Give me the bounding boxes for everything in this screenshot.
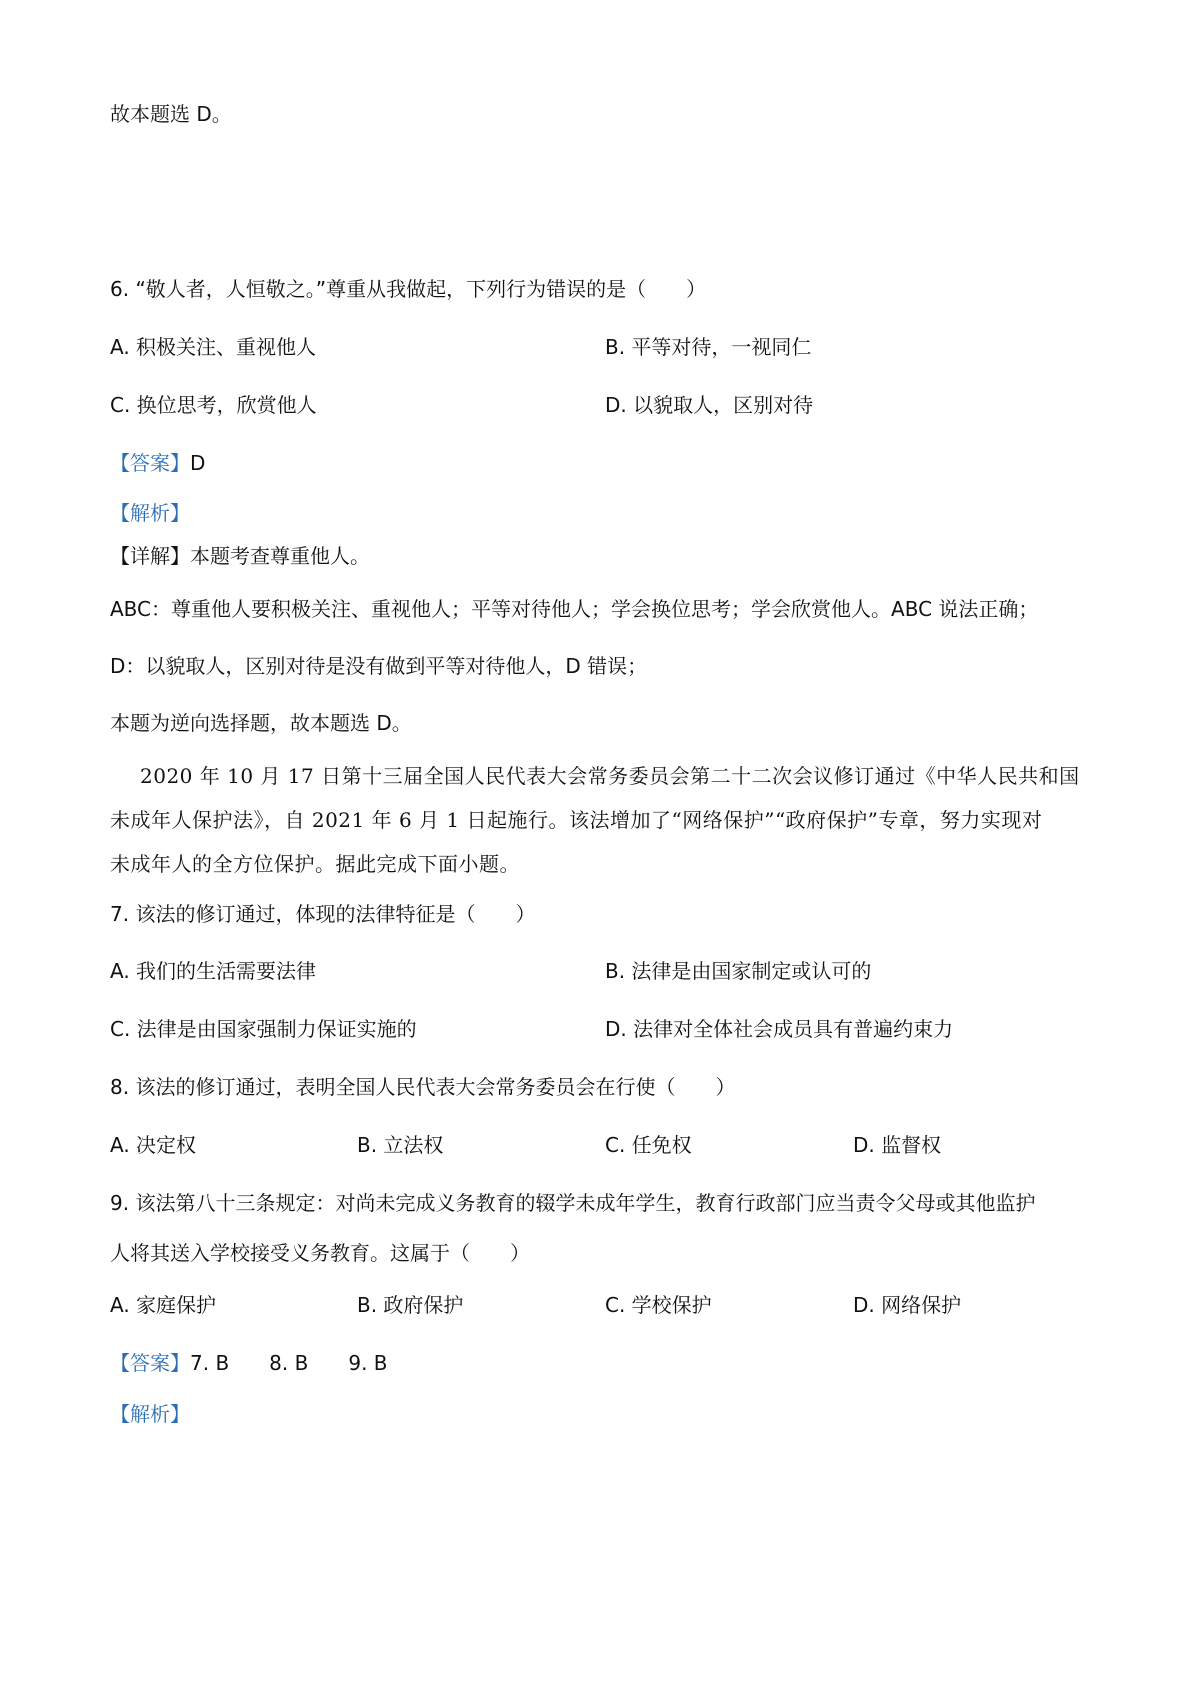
material-line-2: 未成年人保护法》，自 2021 年 6 月 1 日起施行。该法增加了“网络保护”“政府保护”专章，努力实现对 bbox=[110, 808, 1043, 832]
question-8-option-b: B. 立法权 bbox=[357, 1133, 444, 1157]
question-6-explanation-line-1: ABC：尊重他人要积极关注、重视他人；平等对待他人；学会换位思考；学会欣赏他人。ABC 说法正确； bbox=[110, 597, 1039, 621]
question-9-stem-line-2: 人将其送入学校接受义务教育。这属于（ ） bbox=[110, 1241, 530, 1265]
answers-7-9-analysis-tag: 【解析】 bbox=[110, 1402, 190, 1426]
question-8-stem: 8. 该法的修订通过，表明全国人民代表大会常务委员会在行使（ ） bbox=[110, 1075, 736, 1099]
question-6-option-b: B. 平等对待，一视同仁 bbox=[605, 335, 812, 359]
material-line-3: 未成年人的全方位保护。据此完成下面小题。 bbox=[110, 852, 520, 876]
question-6-stem: 6. “敬人者，人恒敬之。”尊重从我做起，下列行为错误的是（ ） bbox=[110, 277, 707, 301]
answer-tag: 【答案】 bbox=[110, 451, 190, 475]
question-6-option-d: D. 以貌取人，区别对待 bbox=[605, 393, 814, 417]
answer-7: 7. B bbox=[190, 1351, 230, 1375]
answer-tag: 【答案】 bbox=[110, 1351, 190, 1375]
question-8-option-d: D. 监督权 bbox=[853, 1133, 942, 1157]
question-8-option-a: A. 决定权 bbox=[110, 1133, 197, 1157]
question-9-option-b: B. 政府保护 bbox=[357, 1293, 464, 1317]
question-7-option-d: D. 法律对全体社会成员具有普遍约束力 bbox=[605, 1017, 954, 1041]
question-6-option-a: A. 积极关注、重视他人 bbox=[110, 335, 317, 359]
answer-value: D bbox=[190, 451, 206, 475]
question-7-option-c: C. 法律是由国家强制力保证实施的 bbox=[110, 1017, 417, 1041]
question-6-detail: 【详解】本题考查尊重他人。 bbox=[110, 544, 370, 568]
question-9-option-c: C. 学校保护 bbox=[605, 1293, 712, 1317]
question-9-option-a: A. 家庭保护 bbox=[110, 1293, 217, 1317]
question-6-option-c: C. 换位思考，欣赏他人 bbox=[110, 393, 317, 417]
question-6-explanation-line-3: 本题为逆向选择题，故本题选 D。 bbox=[110, 711, 412, 735]
answer-8: 8. B bbox=[269, 1351, 309, 1375]
question-7-option-a: A. 我们的生活需要法律 bbox=[110, 959, 317, 983]
question-6-explanation-line-2: D：以貌取人，区别对待是没有做到平等对待他人，D 错误； bbox=[110, 654, 648, 678]
answers-7-9 bbox=[110, 1349, 388, 1377]
question-9-option-d: D. 网络保护 bbox=[853, 1293, 962, 1317]
question-7-option-b: B. 法律是由国家制定或认可的 bbox=[605, 959, 872, 983]
material-line-1: 2020 年 10 月 17 日第十三届全国人民代表大会常务委员会第二十二次会议修订通过《中华人民共和国 bbox=[140, 764, 1080, 788]
answer-9: 9. B bbox=[348, 1351, 388, 1375]
previous-conclusion: 故本题选 D。 bbox=[110, 102, 232, 126]
question-7-stem: 7. 该法的修订通过，体现的法律特征是（ ） bbox=[110, 902, 536, 926]
question-9-stem-line-1: 9. 该法第八十三条规定：对尚未完成义务教育的辍学未成年学生，教育行政部门应当责令父母或其他监护 bbox=[110, 1191, 1036, 1215]
question-8-option-c: C. 任免权 bbox=[605, 1133, 692, 1157]
question-6-answer bbox=[110, 449, 205, 477]
question-6-analysis-tag: 【解析】 bbox=[110, 501, 190, 525]
